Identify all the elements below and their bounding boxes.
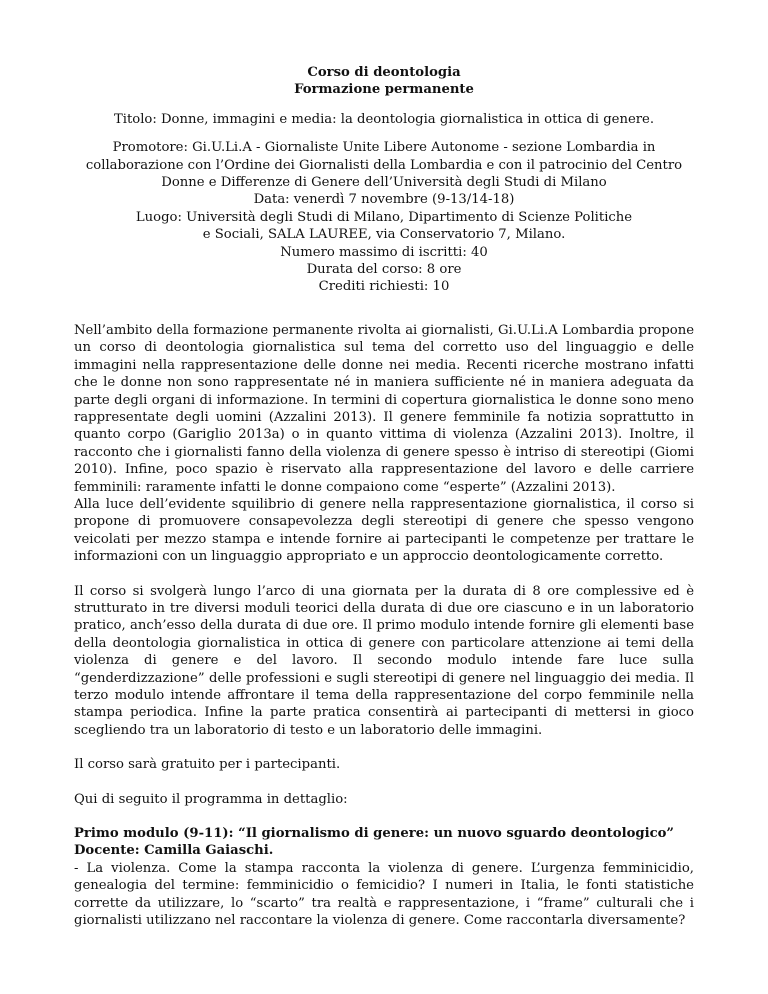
title-block: [74, 64, 694, 99]
course-title: Corso di deontologia: [307, 65, 461, 80]
course-topic: Titolo: Donne, immagini e media: la deontologia giornalistica in ottica di genere.: [113, 111, 655, 127]
duration-text: Durata del corso: 8 ore: [306, 262, 462, 278]
goals-paragraph: Alla luce dell’evidente squilibrio di genere nella rappresentazione giornalistica, il corso si propone di promuovere consapevolezza degli stereotipi di genere che spesso vengono veicolati per mezzo stampa e intende fornire ai partecipanti le competenze per trattare le informazioni con un linguaggio appropriato e un approccio deontologicamente corretto.: [74, 496, 694, 565]
location-text: Luogo: Università degli Studi di Milano, Dipartimento di Scienze Politiche e Sociali, SALA LAUREE, via Conservatorio 7, Milano.: [135, 209, 633, 243]
course-subtitle: Formazione permanente: [294, 82, 474, 98]
intro-paragraph: Nell’ambito della formazione permanente rivolta ai giornalisti, Gi.U.Li.A Lombardia propone un corso di deontologia giornalistica sul tema del corretto uso del linguaggio e delle immagini nella rappresentazione delle donne nei media. Recenti ricerche mostrano infatti che le donne non sono rappresentate né in maniera sufficiente né in maniera adeguata da parte degli organi di informazione. In termini di copertura giornalistica le donne sono meno rappresentate degli uomini (Azzalini 2013). Il genere femminile fa notizia soprattutto in quanto corpo (Gariglio 2013a) o in quanto vittima di violenza (Azzalini 2013). Inoltre, il racconto che i giornalisti fanno della violenza di genere spesso è intriso di stereotipi (Giomi 2010). Infine, poco spazio è riservato alla rappresentazione del lavoro e delle carriere femminili: raramente infatti le donne compaiono come “esperte” (Azzalini 2013).: [74, 322, 694, 495]
program-intro-paragraph: Qui di seguito il programma in dettaglio:: [74, 791, 348, 807]
structure-paragraph: Il corso si svolgerà lungo l’arco di una giornata per la durata di 8 ore complessive ed è strutturato in tre diversi moduli teorici della durata di due ore ciascuno e in un laboratorio pratico, anch’esso della durata di due ore. Il primo modulo intende fornire gli elementi base della deontologia giornalistica in ottica di genere con particolare attenzione ai temi della violenza di genere e del lavoro. Il secondo modulo intende fare luce sulla “genderdizzazione” delle professioni e sugli stereotipi di genere nel linguaggio dei media. Il terzo modulo intende affrontare il tema della rappresentazione del corpo femminile nella stampa periodica. Infine la parte pratica consentirà ai partecipanti di mettersi in gioco scegliendo tra un laboratorio di testo e un laboratorio delle immagini.: [74, 583, 694, 738]
credits-text: Crediti richiesti: 10: [318, 279, 450, 295]
module-1-teacher: Docente: Camilla Gaiaschi.: [74, 843, 274, 859]
free-course-paragraph: Il corso sarà gratuito per i partecipanti.: [74, 757, 341, 773]
module-1-text: - La violenza. Come la stampa racconta la violenza di genere. L’urgenza femminicidio, genealogia del termine: femminicidio o femicidio? I numeri in Italia, le fonti statistiche corrette da utilizzare, lo “scarto” tra realtà e rappresentazione, i “frame” culturali che i giornalisti utilizzano nel raccontare la violenza di genere. Come raccontarla diversamente?: [74, 860, 694, 929]
promoter-text: Promotore: Gi.U.Li.A - Giornaliste Unite Libere Autonome - sezione Lombardia in collaborazione con l’Ordine dei Giornalisti della Lombardia e con il patrocinio del Centro Donne e Differenze di Genere dell’Università degli Studi di Milano: [85, 140, 683, 191]
max-participants-text: Numero massimo di iscritti: 40: [280, 244, 488, 260]
module-1: [74, 825, 694, 929]
module-1-heading: Primo modulo (9-11): “Il giornalismo di genere: un nuovo sguardo deontologico”: [74, 826, 675, 842]
date-text: Data: venerdì 7 novembre (9-13/14-18): [253, 192, 515, 208]
course-info: [74, 139, 694, 296]
